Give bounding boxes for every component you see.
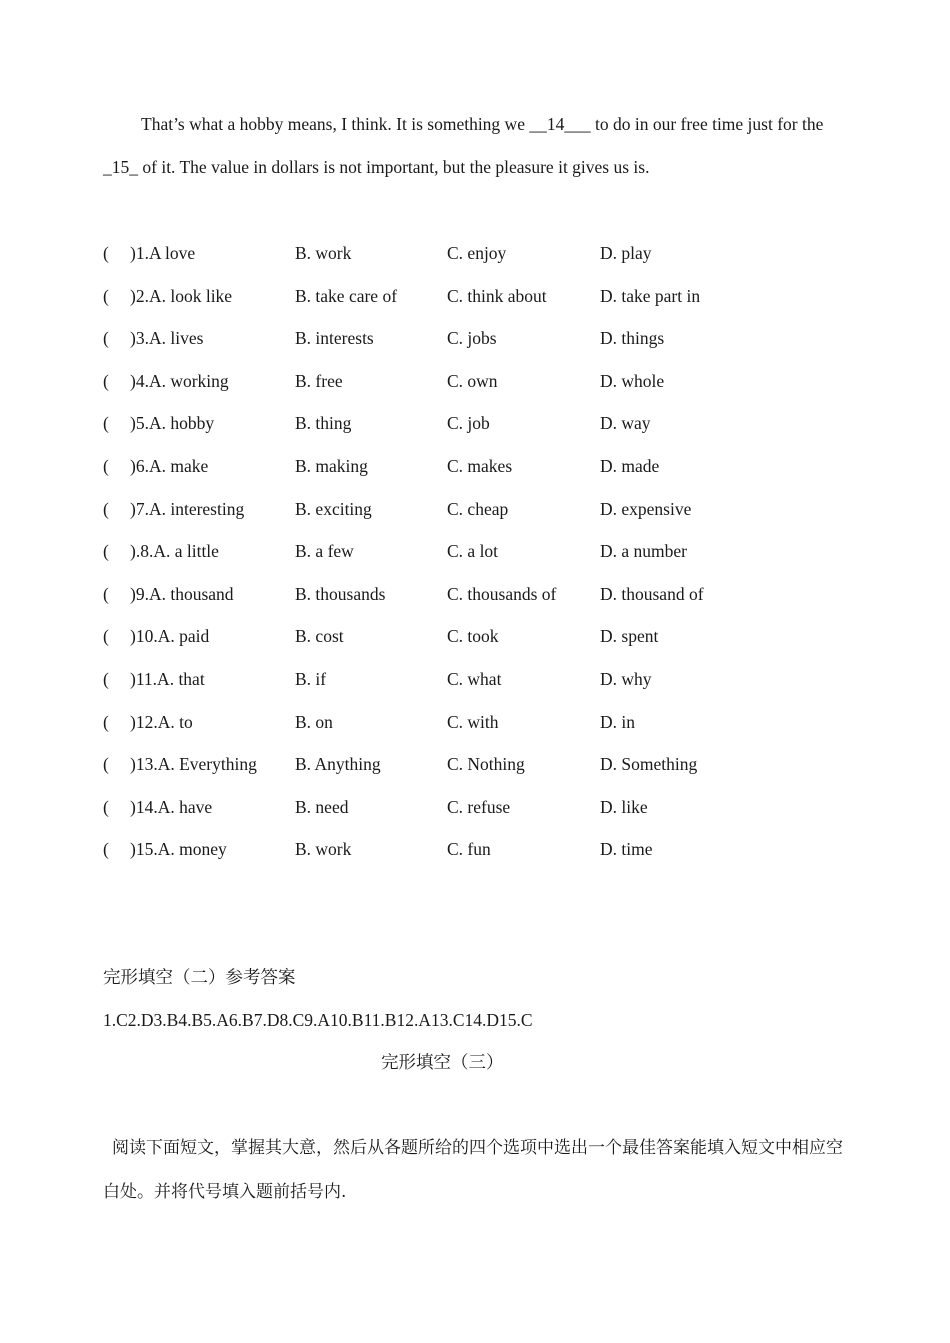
answer-bracket: ( — [103, 669, 109, 689]
option-b: B. a few — [295, 541, 354, 562]
option-b: B. making — [295, 456, 368, 476]
option-d: D. take part in — [600, 285, 701, 306]
option-b: B. work — [295, 839, 352, 860]
option-d: D. why — [600, 669, 652, 689]
option-a: )13.A. Everything — [130, 754, 257, 775]
option-a: )1.A love — [130, 243, 196, 263]
section-title: 完形填空（三） — [381, 1053, 504, 1073]
option-d: D. things — [600, 328, 665, 349]
option-b: B. if — [295, 669, 327, 689]
answer-bracket: ( — [103, 285, 109, 306]
option-c: C. own — [447, 370, 498, 391]
answer-heading: 完形填空（二）参考答案 — [103, 968, 296, 988]
option-d: D. time — [600, 839, 653, 860]
passage-paragraph: That’s what a hobby means, I think. It is something we __14___ to do in our free time just for the _15_ of it. The value in dollars is not important, but the pleasure it gives us is. — [103, 114, 824, 177]
option-c: C. jobs — [447, 328, 497, 349]
option-b: B. take care of — [295, 285, 398, 306]
option-c: C. a lot — [447, 541, 499, 562]
option-a: )4.A. working — [130, 370, 229, 391]
option-b: B. need — [295, 796, 349, 817]
option-c: C. cheap — [447, 498, 509, 519]
option-a: )3.A. lives — [130, 328, 204, 349]
option-a: )9.A. thousand — [130, 583, 234, 604]
option-d: D. like — [600, 796, 648, 817]
answer-bracket: ( — [103, 796, 109, 817]
option-c: C. took — [447, 626, 499, 647]
option-d: D. play — [600, 243, 652, 263]
option-b: B. free — [295, 370, 343, 391]
option-c: C. fun — [447, 839, 491, 860]
option-b: B. on — [295, 711, 333, 732]
option-d: D. in — [600, 711, 635, 732]
option-b: B. exciting — [295, 498, 372, 519]
option-d: D. spent — [600, 626, 659, 647]
option-c: C. job — [447, 413, 490, 434]
answer-bracket: ( — [103, 583, 109, 604]
instructions-paragraph: 阅读下面短文，掌握其大意，然后从各题所给的四个选项中选出一个最佳答案能填入短文中相应空白处。并将代号填入题前括号内. — [103, 1138, 843, 1202]
option-c: C. refuse — [447, 796, 511, 817]
option-a: )10.A. paid — [130, 626, 210, 647]
option-b: B. interests — [295, 328, 374, 349]
option-d: D. a number — [600, 541, 687, 562]
option-c: C. Nothing — [447, 754, 525, 775]
answer-bracket: ( — [103, 711, 109, 732]
answer-bracket: ( — [103, 754, 109, 775]
option-d: D. Something — [600, 754, 698, 775]
answer-bracket: ( — [103, 456, 109, 476]
answer-bracket: ( — [103, 413, 109, 434]
option-c: C. think about — [447, 285, 547, 306]
answer-bracket: ( — [103, 370, 109, 391]
option-d: D. made — [600, 456, 660, 476]
option-c: C. with — [447, 711, 499, 732]
option-a: )2.A. look like — [130, 285, 233, 306]
option-b: B. cost — [295, 626, 344, 647]
option-a: )6.A. make — [130, 456, 209, 476]
option-c: C. thousands of — [447, 583, 557, 604]
answer-bracket: ( — [103, 626, 109, 647]
option-d: D. expensive — [600, 498, 692, 519]
answer-bracket: ( — [103, 498, 109, 519]
option-b: B. work — [295, 243, 352, 263]
option-d: D. way — [600, 413, 651, 434]
option-d: D. thousand of — [600, 583, 704, 604]
answer-bracket: ( — [103, 328, 109, 349]
option-c: C. what — [447, 669, 502, 689]
option-a: )7.A. interesting — [130, 498, 245, 519]
option-b: B. Anything — [295, 754, 381, 775]
option-a: )5.A. hobby — [130, 413, 215, 434]
option-d: D. whole — [600, 370, 665, 391]
answer-bracket: ( — [103, 243, 109, 263]
option-a: )12.A. to — [130, 711, 193, 732]
option-a: )15.A. money — [130, 839, 227, 860]
answer-bracket: ( — [103, 541, 109, 562]
answer-key: 1.C2.D3.B4.B5.A6.B7.D8.C9.A10.B11.B12.A13.C14.D15.C — [103, 1010, 533, 1030]
option-b: B. thing — [295, 413, 352, 434]
option-a: )11.A. that — [130, 669, 205, 689]
answer-bracket: ( — [103, 839, 109, 860]
option-c: C. makes — [447, 456, 513, 476]
option-a: ).8.A. a little — [130, 541, 219, 562]
option-a: )14.A. have — [130, 796, 213, 817]
option-c: C. enjoy — [447, 243, 507, 263]
option-b: B. thousands — [295, 583, 386, 604]
